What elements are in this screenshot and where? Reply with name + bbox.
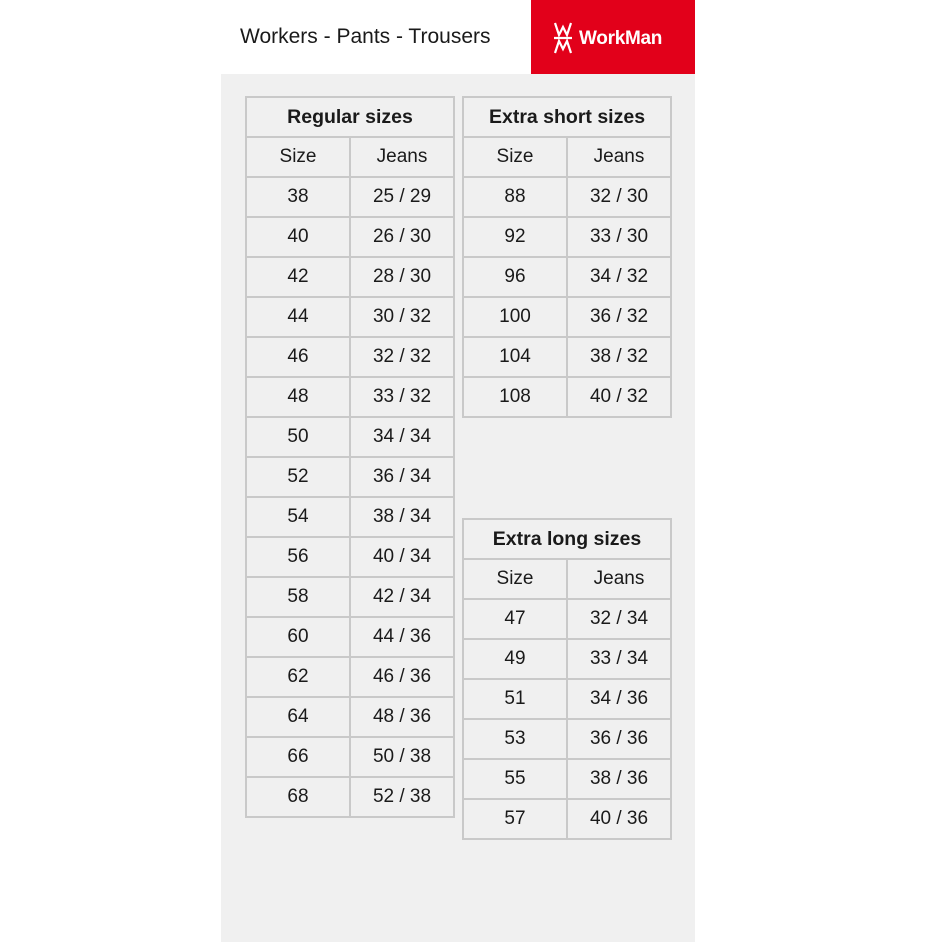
jeans-cell: 36 / 34 bbox=[350, 457, 454, 497]
size-cell: 42 bbox=[246, 257, 350, 297]
size-cell: 108 bbox=[463, 377, 567, 417]
jeans-cell: 34 / 32 bbox=[567, 257, 671, 297]
jeans-cell: 33 / 34 bbox=[567, 639, 671, 679]
extra-long-sizes-table bbox=[462, 518, 672, 840]
workman-logo-icon bbox=[553, 20, 579, 56]
column-header-size: Size bbox=[463, 559, 567, 599]
table-row bbox=[463, 639, 671, 679]
jeans-cell: 36 / 36 bbox=[567, 719, 671, 759]
table-row bbox=[463, 799, 671, 839]
size-cell: 104 bbox=[463, 337, 567, 377]
size-cell: 52 bbox=[246, 457, 350, 497]
table-row bbox=[246, 297, 454, 337]
table-row bbox=[463, 759, 671, 799]
jeans-cell: 33 / 30 bbox=[567, 217, 671, 257]
size-cell: 47 bbox=[463, 599, 567, 639]
jeans-cell: 36 / 32 bbox=[567, 297, 671, 337]
size-cell: 62 bbox=[246, 657, 350, 697]
jeans-cell: 44 / 36 bbox=[350, 617, 454, 657]
table-row bbox=[463, 599, 671, 639]
table-row bbox=[246, 777, 454, 817]
table-row bbox=[246, 497, 454, 537]
size-cell: 96 bbox=[463, 257, 567, 297]
size-cell: 100 bbox=[463, 297, 567, 337]
size-cell: 51 bbox=[463, 679, 567, 719]
size-cell: 54 bbox=[246, 497, 350, 537]
table-title: Extra long sizes bbox=[463, 519, 671, 559]
extra-short-sizes-table bbox=[462, 96, 672, 418]
size-cell: 40 bbox=[246, 217, 350, 257]
jeans-cell: 32 / 34 bbox=[567, 599, 671, 639]
jeans-cell: 40 / 34 bbox=[350, 537, 454, 577]
size-cell: 56 bbox=[246, 537, 350, 577]
jeans-cell: 33 / 32 bbox=[350, 377, 454, 417]
table-row bbox=[463, 217, 671, 257]
table-title: Regular sizes bbox=[246, 97, 454, 137]
jeans-cell: 40 / 36 bbox=[567, 799, 671, 839]
table-row bbox=[246, 337, 454, 377]
jeans-cell: 30 / 32 bbox=[350, 297, 454, 337]
size-cell: 66 bbox=[246, 737, 350, 777]
table-row bbox=[463, 297, 671, 337]
brand-name: WorkMan bbox=[579, 28, 663, 49]
size-cell: 38 bbox=[246, 177, 350, 217]
table-row bbox=[246, 737, 454, 777]
size-cell: 46 bbox=[246, 337, 350, 377]
table-row bbox=[463, 377, 671, 417]
jeans-cell: 46 / 36 bbox=[350, 657, 454, 697]
size-cell: 44 bbox=[246, 297, 350, 337]
regular-sizes-table bbox=[245, 96, 455, 818]
table-row bbox=[246, 177, 454, 217]
table-row bbox=[246, 457, 454, 497]
size-cell: 92 bbox=[463, 217, 567, 257]
size-cell: 57 bbox=[463, 799, 567, 839]
jeans-cell: 38 / 34 bbox=[350, 497, 454, 537]
table-row bbox=[246, 417, 454, 457]
table-row bbox=[246, 537, 454, 577]
jeans-cell: 40 / 32 bbox=[567, 377, 671, 417]
size-cell: 49 bbox=[463, 639, 567, 679]
table-row bbox=[463, 337, 671, 377]
brand-logo bbox=[531, 0, 695, 74]
column-header-size: Size bbox=[463, 137, 567, 177]
jeans-cell: 28 / 30 bbox=[350, 257, 454, 297]
size-cell: 53 bbox=[463, 719, 567, 759]
column-header-jeans: Jeans bbox=[567, 137, 671, 177]
size-cell: 50 bbox=[246, 417, 350, 457]
size-cell: 60 bbox=[246, 617, 350, 657]
table-row bbox=[246, 617, 454, 657]
jeans-cell: 50 / 38 bbox=[350, 737, 454, 777]
jeans-cell: 34 / 36 bbox=[567, 679, 671, 719]
jeans-cell: 32 / 32 bbox=[350, 337, 454, 377]
jeans-cell: 42 / 34 bbox=[350, 577, 454, 617]
table-row bbox=[463, 257, 671, 297]
column-header-jeans: Jeans bbox=[567, 559, 671, 599]
jeans-cell: 52 / 38 bbox=[350, 777, 454, 817]
table-row bbox=[463, 719, 671, 759]
table-row bbox=[246, 377, 454, 417]
table-row bbox=[246, 657, 454, 697]
table-row bbox=[246, 697, 454, 737]
jeans-cell: 38 / 32 bbox=[567, 337, 671, 377]
jeans-cell: 48 / 36 bbox=[350, 697, 454, 737]
size-cell: 64 bbox=[246, 697, 350, 737]
table-row bbox=[463, 177, 671, 217]
jeans-cell: 34 / 34 bbox=[350, 417, 454, 457]
page-title: Workers - Pants - Trousers bbox=[240, 25, 491, 48]
size-cell: 88 bbox=[463, 177, 567, 217]
size-cell: 58 bbox=[246, 577, 350, 617]
size-cell: 55 bbox=[463, 759, 567, 799]
jeans-cell: 38 / 36 bbox=[567, 759, 671, 799]
table-row bbox=[246, 217, 454, 257]
table-row bbox=[246, 577, 454, 617]
jeans-cell: 26 / 30 bbox=[350, 217, 454, 257]
column-header-size: Size bbox=[246, 137, 350, 177]
jeans-cell: 32 / 30 bbox=[567, 177, 671, 217]
jeans-cell: 25 / 29 bbox=[350, 177, 454, 217]
table-row bbox=[463, 679, 671, 719]
table-row bbox=[246, 257, 454, 297]
size-cell: 68 bbox=[246, 777, 350, 817]
size-cell: 48 bbox=[246, 377, 350, 417]
table-title: Extra short sizes bbox=[463, 97, 671, 137]
column-header-jeans: Jeans bbox=[350, 137, 454, 177]
